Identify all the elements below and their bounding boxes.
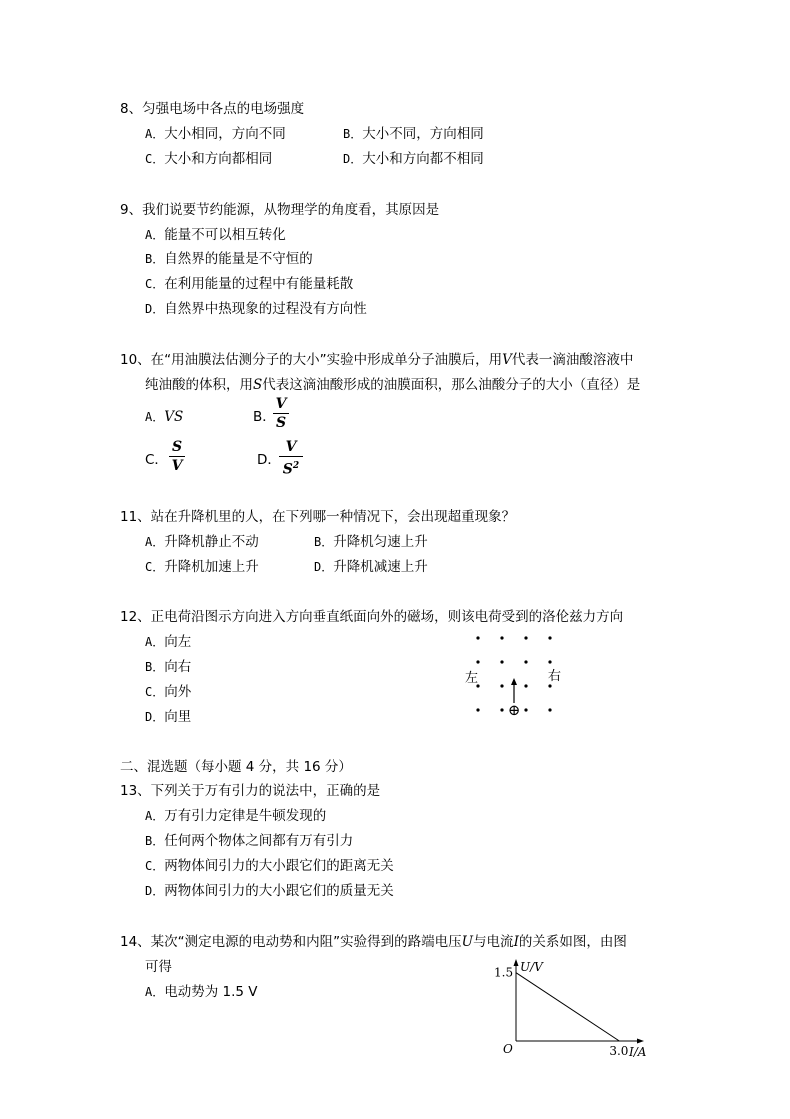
field-dot (548, 636, 551, 639)
q10-option-c-fraction: S V (169, 440, 185, 474)
q11-stem: 11、站在升降机里的人，在下列哪一种情况下，会出现超重现象？ (120, 509, 516, 525)
q9-option-b: B．自然界的能量是不守恒的 (145, 251, 313, 267)
q13-option-d: D．两物体间引力的大小跟它们的质量无关 (145, 883, 394, 899)
y-axis-label: U/V (520, 960, 543, 974)
q11-option-d: D．升降机减速上升 (314, 559, 428, 575)
q14-option-a: A．电动势为 1.5 V (145, 984, 258, 1000)
q9-option-d: D．自然界中热现象的过程没有方向性 (145, 301, 367, 317)
q9-option-c: C．在利用能量的过程中有能量耗散 (145, 276, 354, 292)
q12-option-d: D．向里 (145, 709, 192, 725)
y-tick-label: 1.5 (494, 965, 514, 980)
field-dot (476, 660, 479, 663)
q8-option-d: D．大小和方向都不相同 (343, 151, 484, 167)
x-axis-arrowhead (637, 1039, 644, 1044)
field-dot (476, 708, 479, 711)
q11-option-a: A．升降机静止不动 (145, 534, 259, 550)
data-line (516, 973, 619, 1041)
q10-option-d-letter: D． (257, 452, 281, 468)
field-dot (548, 684, 551, 687)
positive-charge: ⊕ (507, 701, 521, 719)
q9-stem: 9、我们说要节约能源，从物理学的角度看，其原因是 (120, 202, 440, 218)
q12-option-c: C．向外 (145, 684, 192, 700)
x-axis-label: I/A (629, 1045, 647, 1059)
q8-option-b: B．大小不同，方向相同 (343, 126, 484, 142)
field-dot (524, 660, 527, 663)
magnetic-field-diagram (455, 625, 580, 725)
q12-option-b: B．向右 (145, 659, 192, 675)
q10-option-c-letter: C． (145, 452, 168, 468)
q10-stem-line1: 10、在“用油膜法估测分子的大小”实验中形成单分子油膜后，用V代表一滴油酸溶液中 (120, 352, 634, 368)
q12-stem: 12、正电荷沿图示方向进入方向垂直纸面向外的磁场，则该电荷受到的洛伦兹力方向 (120, 609, 624, 625)
origin-label: O (503, 1042, 513, 1056)
q10-option-a: A．VS (145, 409, 184, 425)
q14-stem-line1: 14、某次“测定电源的电动势和内阻”实验得到的路端电压U与电流I的关系如图，由图 (120, 934, 627, 950)
q10-option-b-fraction: V S (273, 397, 289, 431)
field-dot (524, 636, 527, 639)
field-dot (548, 660, 551, 663)
q8-option-a: A．大小相同，方向不同 (145, 126, 286, 142)
q10-option-b-letter: B． (253, 409, 276, 425)
field-dot (500, 684, 503, 687)
x-tick-label: 3.0 (609, 1044, 629, 1058)
velocity-arrowhead (511, 678, 517, 685)
q9-option-a: A．能量不可以相互转化 (145, 227, 286, 243)
q10-stem-line2: 纯油酸的体积，用S代表这滴油酸形成的油膜面积，那么油酸分子的大小（直径）是 (145, 377, 641, 393)
field-dot (548, 708, 551, 711)
q12-option-a: A．向左 (145, 634, 192, 650)
q13-option-c: C．两物体间引力的大小跟它们的距离无关 (145, 858, 394, 874)
field-dot (500, 708, 503, 711)
field-dot (524, 684, 527, 687)
section2-title: 二、混选题（每小题 4 分，共 16 分） (120, 759, 352, 775)
field-dot (500, 636, 503, 639)
q13-option-a: A．万有引力定律是牛顿发现的 (145, 808, 327, 824)
y-axis-arrowhead (514, 959, 519, 966)
field-dot (524, 708, 527, 711)
q13-option-b: B．任何两个物体之间都有万有引力 (145, 833, 354, 849)
q8-stem: 8、匀强电场中各点的电场强度 (120, 101, 305, 117)
field-dot (500, 660, 503, 663)
q11-option-c: C．升降机加速上升 (145, 559, 259, 575)
field-dot (476, 636, 479, 639)
u-i-graph (488, 955, 668, 1065)
q11-option-b: B．升降机匀速上升 (314, 534, 428, 550)
q10-option-d-fraction: V $S^2$ (279, 440, 303, 478)
right-label: 右 (548, 669, 562, 684)
q14-stem-line2: 可得 (145, 959, 172, 975)
left-label: 左 (465, 671, 479, 686)
q8-option-c: C．大小和方向都相同 (145, 151, 273, 167)
q13-stem: 13、下列关于万有引力的说法中，正确的是 (120, 783, 381, 799)
